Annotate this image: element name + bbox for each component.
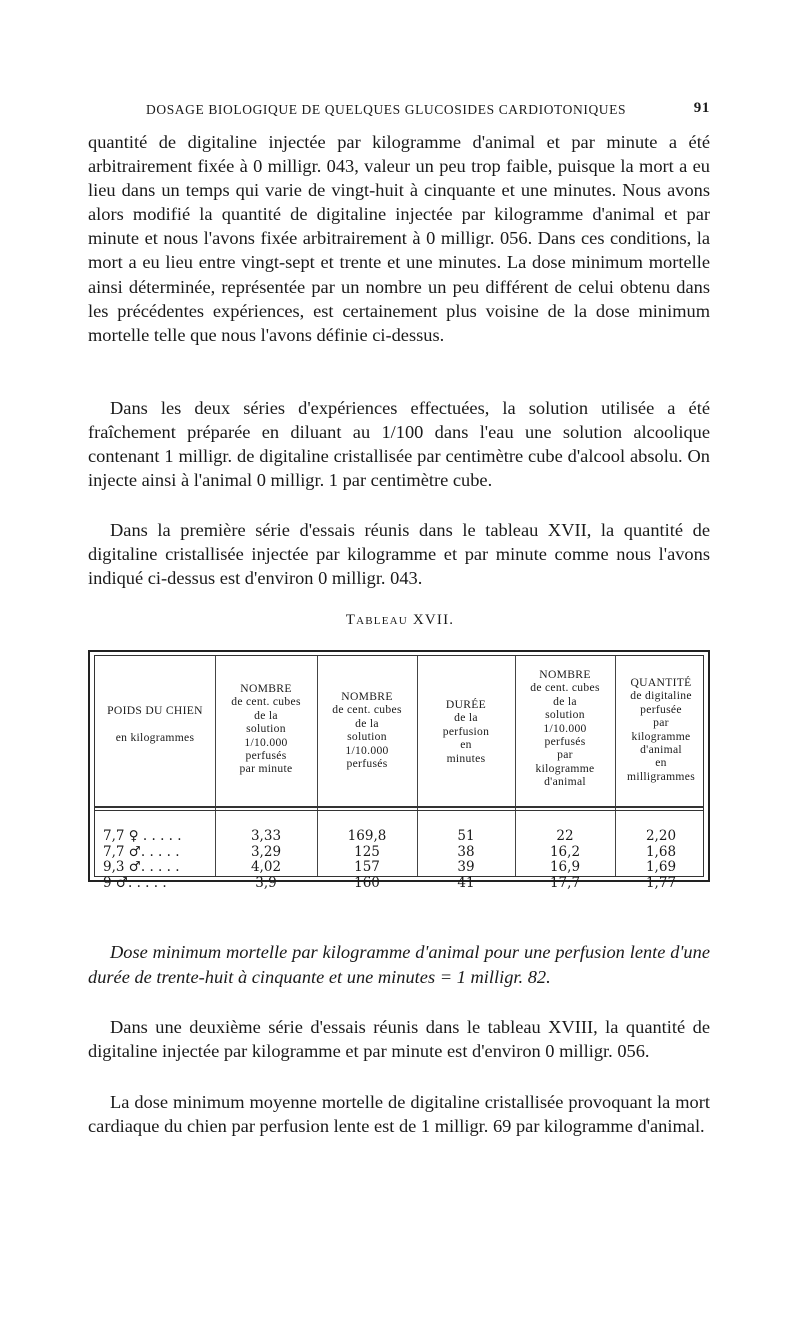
table-cell: 160 (354, 874, 380, 891)
total-column (317, 829, 417, 891)
data-table (88, 650, 710, 891)
table-cell: 41 (457, 874, 475, 891)
table-cell: 17,7 (549, 874, 581, 891)
paragraph-2: Dans les deux séries d'expériences effectuées, la solution utilisée a été fraîchement préparée en diluant au 1/100 dans l'eau une solution alcoolique contenant 1 milligr. de digitaline cristallisée par centimètre cube d'alcool absolu. On injecte ainsi à l'animal 0 milligr. 1 par centimètre cube. (88, 398, 710, 491)
paragraph-3: Dans la première série d'essais réunis dans le tableau XVII, la quantité de digitaline cristallisée injectée par kilogramme et par minute comme nous l'avons indiqué ci-dessus est d'environ 0 milligr. 043. (88, 520, 710, 589)
rate-column (215, 829, 317, 891)
table-cell: 38 (457, 843, 475, 860)
running-header (88, 98, 710, 120)
cc-per-kg-column (515, 829, 615, 891)
weight-column (103, 829, 215, 891)
mg-per-kg-column (615, 829, 707, 891)
table-cell: 16,9 (549, 859, 581, 875)
table-cell: 7,7 ♂. . . . . (103, 843, 180, 860)
table-cell: 169,8 (347, 828, 387, 844)
duration-column (417, 829, 515, 891)
table-caption: Dose minimum mortelle par kilogramme d'animal pour une perfusion lente d'une durée de trente-huit à cinquante et une minutes = 1 milligr. 82. (88, 942, 710, 987)
table-cell: 3,33 (250, 828, 282, 844)
table-cell: 1,69 (645, 859, 677, 875)
table-cell: 1,77 (645, 874, 677, 891)
paragraph-4: Dans une deuxième série d'essais réunis dans le tableau XVIII, la quantité de digitaline injectée par kilogramme et par minute est d'environ 0 milligr. 056. (88, 1017, 710, 1062)
table-cell: 39 (457, 859, 475, 875)
table-cell: 7,7 ♀ . . . . . (103, 828, 182, 844)
running-title: DOSAGE BIOLOGIQUE DE QUELQUES GLUCOSIDES CARDIOTONIQUES (146, 102, 627, 117)
column-header-rate: NOMBRE de cent. cubes de la solution 1/10.000 perfusés par minute (231, 682, 301, 776)
table-cell: 1,68 (645, 843, 677, 860)
column-header-cc-per-kg: NOMBRE de cent. cubes de la solution 1/10.000 perfusés par kilogramme d'animal (530, 668, 600, 789)
table-cell: 4,02 (250, 859, 282, 875)
table-cell: 3,9 (255, 874, 277, 891)
column-header-mg-per-kg: QUANTITÉ de digitaline perfusée par kilogramme d'animal en milligrammes (627, 676, 695, 783)
table-cell: 125 (354, 843, 380, 860)
table-cell: 3,29 (250, 843, 282, 860)
table-cell: 9,3 ♂. . . . . (103, 859, 180, 875)
column-header-total: NOMBRE de cent. cubes de la solution 1/10.000 perfusés (332, 690, 402, 771)
page-number: 91 (693, 100, 710, 116)
paragraph-1: quantité de digitaline injectée par kilogramme d'animal et par minute a été arbitrairement fixée à 0 milligr. 043, valeur un peu trop faible, puisque la mort a eu lieu dans un temps qui varie de vingt-huit à cinquante et une minutes. Nous avons alors modifié la quantité de digitaline injectée par kilogramme d'animal et par minute et nous l'avons fixée arbitrairement à 0 milligr. 056. Dans ces conditions, la mort a eu lieu entre vingt-sept et trente et une minutes. La dose minimum mortelle ainsi déterminée, représentée par un nombre un peu différent de celui obtenu dans les précédentes expériences, est certainement plus voisine de la dose minimum mortelle telle que nous l'avons définie ci-dessus. (88, 132, 710, 345)
table-cell: 22 (556, 828, 574, 844)
paragraph-5: La dose minimum moyenne mortelle de digitaline cristallisée provoquant la mort cardiaque du chien par perfusion lente est de 1 milligr. 69 par kilogramme d'animal. (88, 1092, 710, 1137)
table-cell: 157 (354, 859, 380, 875)
column-header-duration: DURÉE de la perfusion en minutes (442, 698, 490, 765)
table-title: Tableau XVII. (345, 612, 455, 628)
header-rule (95, 806, 703, 808)
table-inner-border (94, 655, 704, 891)
table-cell: 9 ♂. . . . . (103, 874, 167, 891)
column-header-weight: POIDS DU CHIEN en kilogrammes (107, 704, 203, 744)
table-cell: 51 (457, 828, 475, 844)
table-cell: 16,2 (549, 843, 581, 860)
table-cell: 2,20 (645, 828, 677, 844)
header-rule (95, 810, 703, 811)
